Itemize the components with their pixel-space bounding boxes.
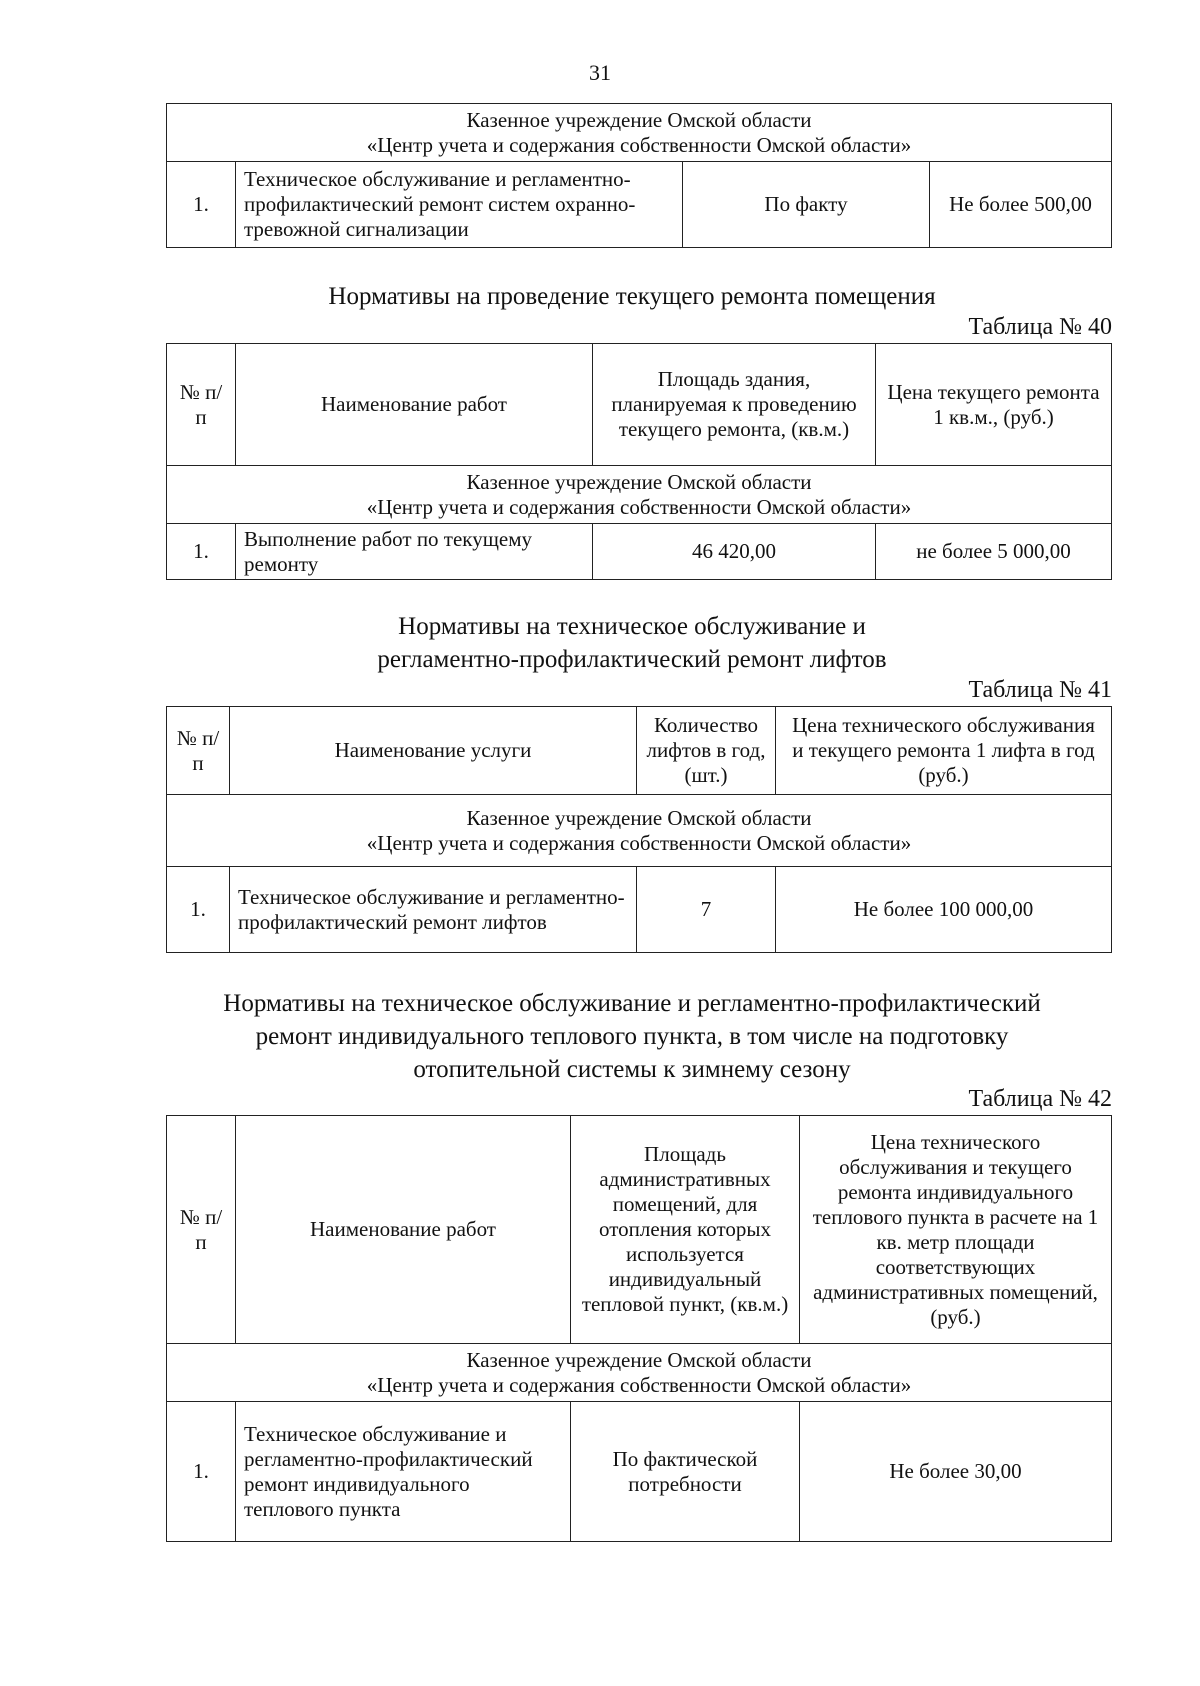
- table-41: [166, 706, 1112, 953]
- work-area: 46 420,00: [593, 524, 876, 580]
- institution-row: [167, 466, 1112, 524]
- institution-line1: Казенное учреждение Омской области: [466, 1347, 812, 1372]
- institution-line1: Казенное учреждение Омской области: [466, 107, 812, 132]
- header-price: Цена текущего ремонта 1 кв.м., (руб.): [876, 344, 1112, 466]
- work-name: Техническое обслуживание и регламентно-профилактический ремонт индивидуального теплового пункта: [236, 1402, 571, 1542]
- service-quantity: По факту: [683, 162, 930, 248]
- institution-line1: Казенное учреждение Омской области: [466, 469, 812, 494]
- header-area: Площадь административных помещений, для отопления которых используется индивидуальный тепловой пункт, (кв.м.): [571, 1116, 800, 1344]
- row-number: 1.: [167, 1402, 236, 1542]
- table41-label: Таблица № 41: [968, 677, 1112, 703]
- table41-heading-line1: Нормативы на техническое обслуживание и: [398, 613, 866, 640]
- header-count: Количество лифтов в год, (шт.): [637, 707, 776, 795]
- top-table: [166, 103, 1112, 248]
- header-price: Цена технического обслуживания и текущего ремонта индивидуального теплового пункта в расчете на 1 кв. метр площади соответствующих административных помещений, (руб.): [800, 1116, 1112, 1344]
- page-number: 31: [589, 60, 611, 85]
- service-name: Техническое обслуживание и регламентно-профилактический ремонт лифтов: [230, 867, 637, 953]
- row-number: 1.: [167, 162, 236, 248]
- work-price: не более 5 000,00: [876, 524, 1112, 580]
- row-number: 1.: [167, 867, 230, 953]
- table-40: [166, 343, 1112, 580]
- table-42: [166, 1115, 1112, 1542]
- work-name: Выполнение работ по текущему ремонту: [236, 524, 593, 580]
- service-name: Техническое обслуживание и регламентно-профилактический ремонт систем охранно-тревожной сигнализации: [236, 162, 683, 248]
- table40-heading: Нормативы на проведение текущего ремонта помещения: [328, 283, 936, 310]
- table42-heading-line1: Нормативы на техническое обслуживание и регламентно-профилактический: [223, 990, 1041, 1017]
- header-num: № п/п: [167, 1116, 236, 1344]
- table42-heading: [150, 987, 1114, 1086]
- table42-label: Таблица № 42: [968, 1086, 1112, 1112]
- header-name: Наименование работ: [236, 344, 593, 466]
- header-name: Наименование работ: [236, 1116, 571, 1344]
- table41-heading-line2: регламентно-профилактический ремонт лифтов: [377, 646, 887, 673]
- institution-line2: «Центр учета и содержания собственности Омской области»: [366, 830, 912, 855]
- header-num: № п/п: [167, 707, 230, 795]
- work-price: Не более 30,00: [800, 1402, 1112, 1542]
- lift-count: 7: [637, 867, 776, 953]
- header-num: № п/п: [167, 344, 236, 466]
- row-number: 1.: [167, 524, 236, 580]
- work-area: По фактической потребности: [571, 1402, 800, 1542]
- table41-heading: [150, 610, 1114, 676]
- institution-line2: «Центр учета и содержания собственности Омской области»: [366, 132, 912, 157]
- institution-line1: Казенное учреждение Омской области: [466, 805, 812, 830]
- header-name: Наименование услуги: [230, 707, 637, 795]
- service-price: Не более 100 000,00: [776, 867, 1112, 953]
- institution-row: [167, 1344, 1112, 1402]
- institution-row: [167, 104, 1112, 162]
- table40-label: Таблица № 40: [968, 314, 1112, 340]
- header-area: Площадь здания, планируемая к проведению текущего ремонта, (кв.м.): [593, 344, 876, 466]
- table42-heading-line2: ремонт индивидуального теплового пункта, в том числе на подготовку: [255, 1023, 1009, 1050]
- institution-line2: «Центр учета и содержания собственности Омской области»: [366, 494, 912, 519]
- table42-heading-line3: отопительной системы к зимнему сезону: [413, 1056, 851, 1083]
- service-price: Не более 500,00: [930, 162, 1112, 248]
- header-price: Цена технического обслуживания и текущего ремонта 1 лифта в год (руб.): [776, 707, 1112, 795]
- institution-line2: «Центр учета и содержания собственности Омской области»: [366, 1372, 912, 1397]
- institution-row: [167, 795, 1112, 867]
